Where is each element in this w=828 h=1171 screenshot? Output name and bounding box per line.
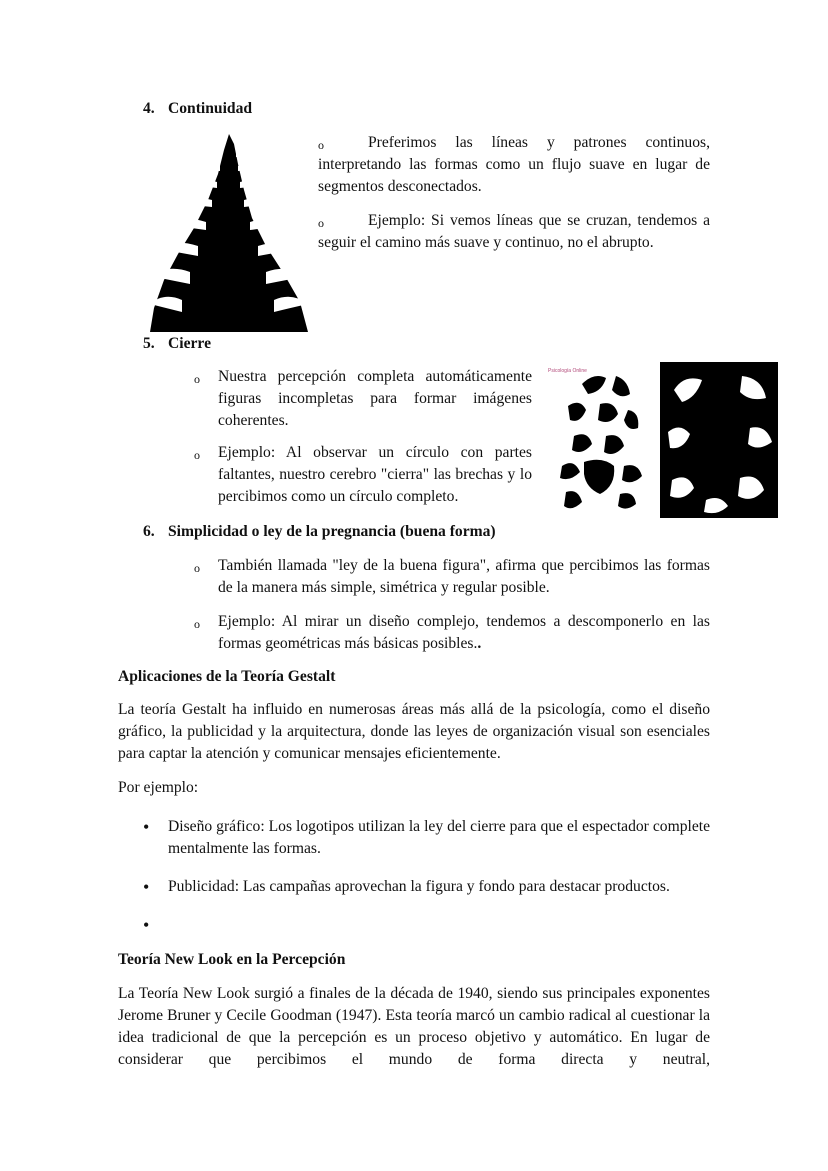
continuidad-bullet-2: Ejemplo: Si vemos líneas que se cruzan, tendemos a seguir el camino más suave y continuo, no el abrupto. xyxy=(318,212,710,251)
continuity-illusion-image xyxy=(150,130,308,332)
closure-illusion-image xyxy=(544,362,778,518)
section-title-continuidad: Continuidad xyxy=(168,100,253,117)
bullet-marker: o xyxy=(194,617,200,631)
bullet-marker: o xyxy=(194,372,200,386)
bullet-marker: o xyxy=(194,448,200,462)
continuidad-bullet-1: Preferimos las líneas y patrones continuos, interpretando las formas como un flujo suave en lugar de segmentos desconectados. xyxy=(318,134,710,195)
section-number-4: 4. xyxy=(143,100,155,117)
bullet-dot: • xyxy=(143,817,150,837)
section-number-6: 6. xyxy=(143,523,155,540)
aplicaciones-item-1: Diseño gráfico: Los logotipos utilizan la ley del cierre para que el espectador complete mentalmente las formas. xyxy=(168,818,710,857)
new-look-paragraph: La Teoría New Look surgió a finales de la década de 1940, siendo sus principales exponentes Jerome Bruner y Cecile Goodman (1947). Esta teoría marcó un cambio radical al cuestionar la idea tradicional de que la percepción es un proceso objetivo y automático. En lugar de considerar que percibimos el mundo de forma directa y neutral, xyxy=(118,985,710,1068)
cierre-bullet-2: Ejemplo: Al observar un círculo con partes faltantes, nuestro cerebro "cierra" las brechas y lo percibimos como un círculo completo. xyxy=(218,444,532,505)
bullet-dot: • xyxy=(143,915,150,935)
simplicidad-bullet-2: Ejemplo: Al mirar un diseño complejo, tendemos a descomponerlo en las formas geométricas más básicas posibles.. xyxy=(218,613,710,652)
section-title-simplicidad: Simplicidad o ley de la pregnancia (buena forma) xyxy=(168,523,496,540)
aplicaciones-intro: Por ejemplo: xyxy=(118,779,199,796)
cierre-bullet-1: Nuestra percepción completa automáticamente figuras incompletas para formar imágenes coherentes. xyxy=(218,368,532,429)
heading-aplicaciones: Aplicaciones de la Teoría Gestalt xyxy=(118,668,336,685)
heading-new-look: Teoría New Look en la Percepción xyxy=(118,951,346,968)
simplicidad-bullet-1: También llamada "ley de la buena figura", afirma que percibimos las formas de la manera más simple, simétrica y regular posible. xyxy=(218,557,710,596)
image-caption: Psicología Online xyxy=(548,368,587,374)
section-title-cierre: Cierre xyxy=(168,335,211,352)
bullet-marker: o xyxy=(318,216,324,230)
bullet-marker: o xyxy=(194,561,200,575)
aplicaciones-item-2: Publicidad: Las campañas aprovechan la figura y fondo para destacar productos. xyxy=(168,878,670,895)
bullet-dot: • xyxy=(143,877,150,897)
aplicaciones-paragraph: La teoría Gestalt ha influido en numerosas áreas más allá de la psicología, como el diseño gráfico, la publicidad y la arquitectura, donde las leyes de organización visual son esenciales para captar la atención y comunicar mensajes eficientemente. xyxy=(118,701,710,762)
bullet-marker: o xyxy=(318,138,324,152)
section-number-5: 5. xyxy=(143,335,155,352)
